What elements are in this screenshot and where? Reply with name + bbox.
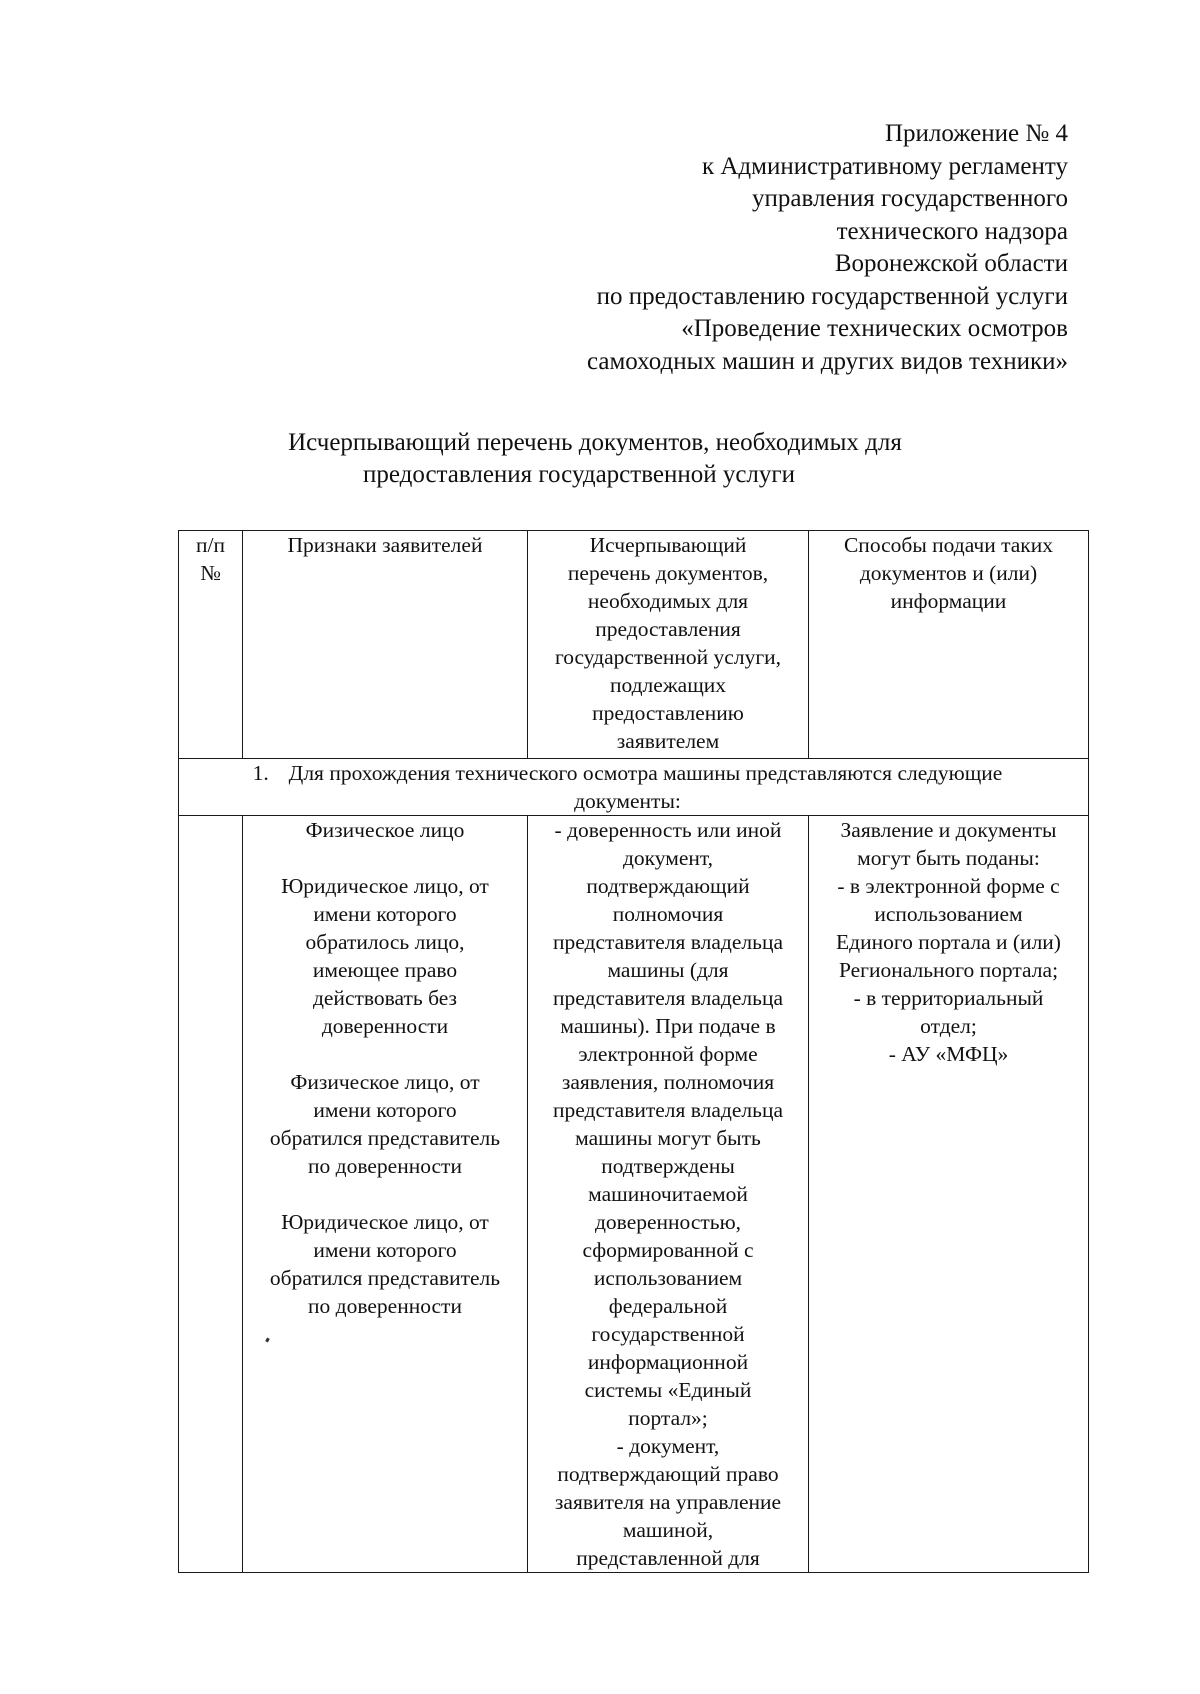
applicants-cell (243, 816, 528, 1573)
submission-line: Регионального портала; (838, 958, 1059, 982)
document-line: машиночитаемой (588, 1182, 748, 1206)
submission-line: - в территориальный (853, 986, 1044, 1010)
header-applicant-signs (243, 531, 528, 759)
header-text: заявителем (616, 729, 720, 753)
applicant-line: доверенности (321, 1014, 449, 1038)
appendix-line: по предоставлению государственной услуги (596, 282, 1068, 310)
document-line: использованием (593, 1266, 743, 1290)
document-line: машины могут быть (575, 1126, 761, 1150)
submission-line: - в электронной форме с (837, 874, 1060, 898)
document-line: подтверждающий (586, 874, 750, 898)
header-text: государственной услуги, (554, 645, 782, 669)
header-text: предоставлению (592, 701, 744, 725)
document-line: представленной для (576, 1546, 760, 1570)
header-text: необходимых для (587, 589, 749, 613)
appendix-line: Воронежской области (834, 250, 1068, 277)
applicant-line: обратился представитель (269, 1126, 501, 1150)
document-line: электронной форме (578, 1042, 758, 1066)
applicant-line: Юридическое лицо, от (281, 1210, 489, 1234)
document-line: подтверждены (601, 1154, 735, 1178)
appendix-line: самоходных машин и других видов техники» (586, 347, 1068, 375)
section-text: Для прохождения технического осмотра машины представляются следующие (288, 761, 1003, 785)
submission-cell (809, 816, 1089, 1573)
document-line: представителя владельца (553, 1098, 783, 1122)
header-text: Исчерпывающий (589, 533, 747, 557)
submission-line: могут быть поданы: (857, 846, 1040, 870)
section-number: 1. (252, 761, 269, 785)
document-line: доверенностью, (594, 1210, 742, 1234)
document-line: системы «Единый (584, 1378, 752, 1402)
applicant-line: имени которого (313, 1238, 457, 1262)
applicant-group (246, 1068, 524, 1180)
appendix-block (468, 118, 1068, 378)
document-line: машины (для (607, 958, 729, 982)
document-line: машины). При подаче в (560, 1014, 776, 1038)
document-line: заявления, полномочия (561, 1070, 775, 1094)
appendix-line: «Проведение технических осмотров (681, 315, 1068, 342)
document-line: - доверенность или иной (554, 818, 782, 842)
applicant-line: Юридическое лицо, от (281, 874, 489, 898)
header-text: Признаки заявителей (287, 533, 483, 557)
section-heading-line (179, 759, 1076, 787)
header-text: документов и (или) (859, 561, 1038, 585)
document-line: представителя владельца (553, 930, 783, 954)
appendix-line: Приложение № 4 (884, 120, 1068, 147)
applicant-line: Физическое лицо, от (290, 1070, 480, 1094)
header-text: подлежащих (609, 673, 727, 697)
document-line: заявителя на управление (554, 1490, 782, 1514)
row-num-cell (179, 816, 243, 1573)
submission-line: - АУ «МФЦ» (888, 1042, 1009, 1066)
documents-table (178, 530, 1089, 1573)
document-line: полномочия (612, 902, 724, 926)
table-header-row (179, 531, 1089, 759)
header-documents (528, 531, 809, 759)
section-heading-cell (179, 759, 1089, 816)
section-text: документы: (574, 789, 681, 813)
document-line: подтверждающий право (557, 1462, 779, 1486)
header-submission-ways (809, 531, 1089, 759)
table-row (179, 816, 1089, 1573)
applicant-line: имеющее право (312, 958, 458, 982)
applicant-line: имени которого (313, 902, 457, 926)
submission-line: использованием (874, 902, 1023, 926)
header-text: информации (890, 589, 1007, 613)
document-line: сформированной с (582, 1238, 754, 1262)
documents-cell (528, 816, 809, 1573)
submission-line: Единого портала и (или) (836, 930, 1061, 954)
header-text: перечень документов, (567, 561, 769, 585)
applicant-line: по доверенности (308, 1294, 462, 1318)
applicant-group (246, 872, 524, 1040)
title-line: Исчерпывающий перечень документов, необходимых для (288, 429, 902, 456)
section-row (179, 759, 1089, 816)
document-title (0, 427, 1200, 491)
document-line: представителя владельца (553, 986, 783, 1010)
applicant-line: действовать без (312, 986, 458, 1010)
applicant-group (246, 816, 524, 844)
appendix-line: к Административному регламенту (701, 152, 1068, 180)
applicant-line: имени которого (313, 1098, 457, 1122)
document-line: информационной (587, 1350, 749, 1374)
applicant-group (246, 1208, 524, 1320)
document-line: документ, (622, 846, 714, 870)
submission-line: Заявление и документы (840, 818, 1057, 842)
appendix-line: управления государственного (752, 185, 1068, 212)
document-line: - документ, (616, 1434, 720, 1458)
applicant-line: Физическое лицо (305, 818, 465, 842)
header-text: Способы подачи таких (843, 533, 1054, 557)
document-line: портал»; (628, 1406, 708, 1430)
header-text: предоставления (595, 617, 741, 641)
appendix-line: технического надзора (836, 217, 1068, 245)
applicant-line: обратилось лицо, (305, 930, 465, 954)
header-text: № (200, 561, 221, 585)
applicant-line: по доверенности (308, 1154, 462, 1178)
document-line: машиной, (622, 1518, 714, 1542)
document-line: государственной (591, 1322, 745, 1346)
applicant-line: обратился представитель (269, 1266, 501, 1290)
document-line: федеральной (608, 1294, 728, 1318)
header-num (179, 531, 243, 759)
submission-line: отдел; (920, 1014, 977, 1038)
header-text: п/п (196, 533, 225, 557)
title-line: предоставления государственной услуги (362, 461, 796, 488)
